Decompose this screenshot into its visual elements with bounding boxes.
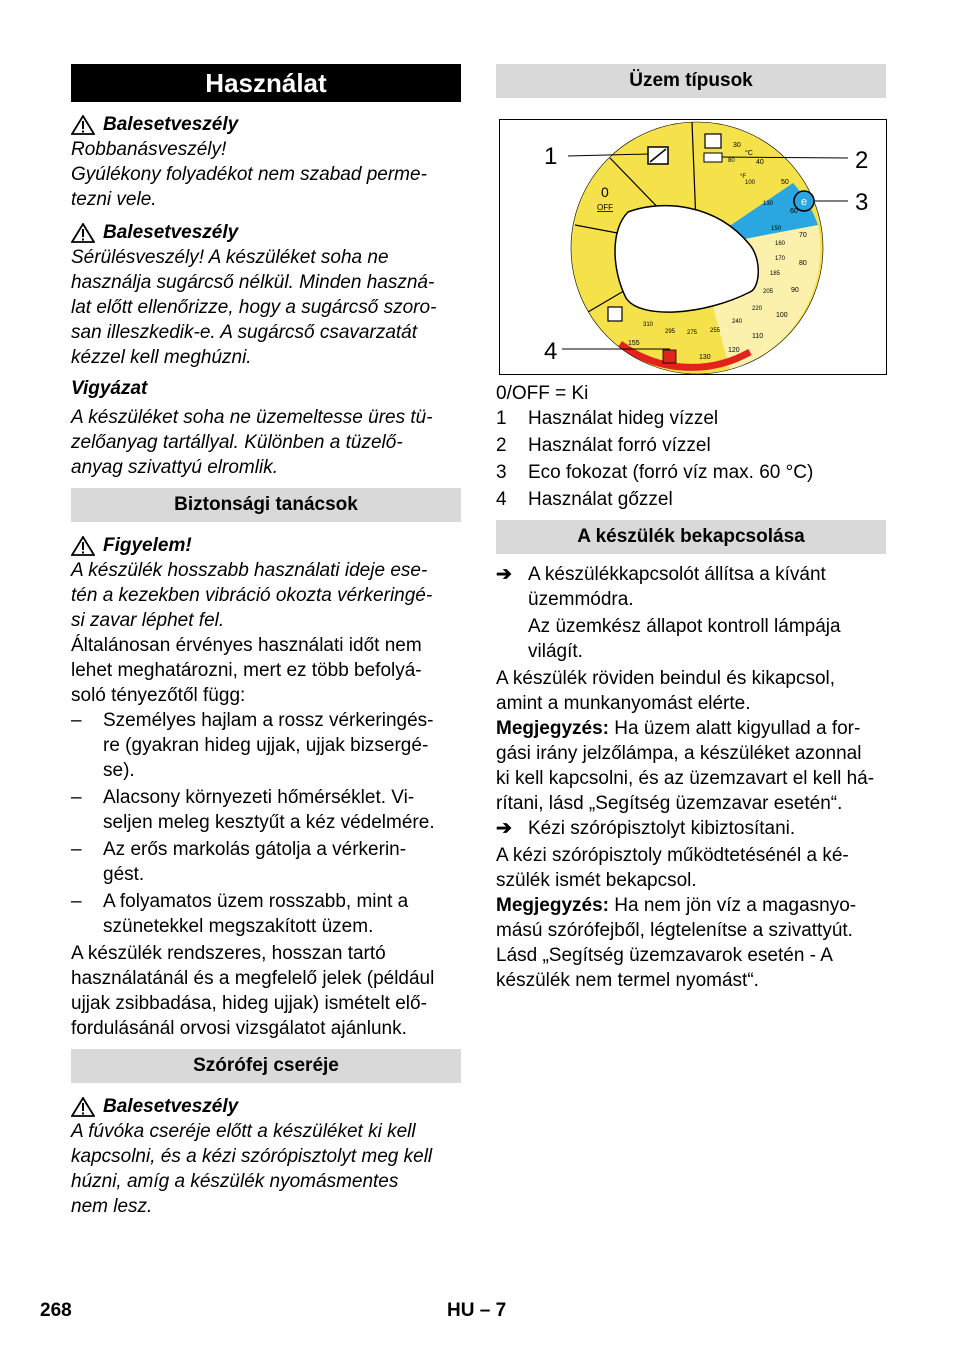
fahrenheit-tick: 240 bbox=[732, 319, 743, 325]
zero-label: 0 bbox=[601, 184, 609, 200]
dash-marker: – bbox=[71, 787, 82, 808]
note-line: Lásd „Segítség üzemzavarok esetén - A bbox=[496, 945, 833, 966]
note-text: Ha nem jön víz a magasnyo- bbox=[608, 895, 857, 916]
list-item-line: Az erős markolás gátolja a vérkerin- bbox=[103, 839, 407, 860]
para-line: amint a munkanyomást elérte. bbox=[496, 693, 751, 714]
section-heading-safety: Biztonsági tanácsok bbox=[71, 488, 461, 522]
fahrenheit-tick: 185 bbox=[770, 271, 781, 277]
callout-3: 3 bbox=[855, 189, 869, 216]
celsius-tick: 110 bbox=[752, 333, 764, 340]
attention-heading bbox=[71, 533, 461, 558]
warning-text-line: kapcsolni, és a kézi szórópisztolyt meg kell bbox=[71, 1146, 433, 1167]
attention-text-line: tén a kezekben vibráció okozta vérkeringé- bbox=[71, 585, 433, 606]
instruction-step bbox=[496, 816, 886, 841]
warning-triangle-icon bbox=[71, 223, 95, 243]
fahrenheit-tick: 255 bbox=[710, 328, 721, 334]
mode-item bbox=[496, 459, 886, 486]
mode-text: Használat gőzzel bbox=[528, 489, 673, 510]
step-line: Kézi szórópisztolyt kibiztosítani. bbox=[528, 818, 796, 839]
celsius-tick: 40 bbox=[756, 159, 764, 166]
regular-text-line: ujjak zsibbadása, hideg ujjak) ismételt elő- bbox=[71, 993, 427, 1014]
fahrenheit-tick: 100 bbox=[745, 180, 756, 186]
dash-marker: – bbox=[71, 891, 82, 912]
list-item bbox=[71, 889, 461, 939]
section-title: Használat bbox=[71, 64, 461, 102]
fahrenheit-tick: 80 bbox=[728, 158, 735, 164]
warning-heading bbox=[71, 220, 461, 245]
caution-text-line: zelőanyag tartállyal. Különben a tüzelő- bbox=[71, 432, 403, 453]
mode-number: 1 bbox=[496, 408, 507, 429]
note-line: mású szórófejből, légtelenítse a szivattyút. bbox=[496, 920, 853, 941]
general-text-line: lehet meghatározni, mert ez több befolyá- bbox=[71, 660, 422, 681]
mode-number: 2 bbox=[496, 435, 507, 456]
hot-water-icon bbox=[705, 134, 721, 148]
right-column bbox=[496, 64, 886, 993]
celsius-tick: 120 bbox=[728, 347, 740, 354]
step-line: üzemmódra. bbox=[528, 589, 634, 610]
note-label: Megjegyzés: bbox=[496, 895, 609, 916]
celsius-tick: 50 bbox=[781, 179, 789, 186]
note-line: rítani, lásd „Segítség üzemzavar esetén“. bbox=[496, 793, 843, 814]
warning-heading bbox=[71, 1094, 461, 1119]
dash-marker: – bbox=[71, 710, 82, 731]
warning-text-line: Robbanásveszély! bbox=[71, 139, 227, 160]
list-item-line: Személyes hajlam a rossz vérkeringés- bbox=[103, 710, 434, 731]
hot-water-small-icon bbox=[704, 153, 722, 162]
para-line: A kézi szórópisztoly működtetésénél a ké- bbox=[496, 845, 849, 866]
mode-item bbox=[496, 405, 886, 432]
off-definition: 0/OFF = Ki bbox=[496, 383, 589, 404]
warning-heading bbox=[71, 112, 461, 137]
celsius-tick: 155 bbox=[628, 340, 640, 347]
attention-text-line: si zavar léphet fel. bbox=[71, 610, 225, 631]
list-item bbox=[71, 837, 461, 887]
page-number: 268 bbox=[40, 1300, 72, 1321]
list-item bbox=[71, 708, 461, 783]
fahrenheit-tick: 160 bbox=[775, 241, 786, 247]
warning-text-line: húzni, amíg a készülék nyomásmentes bbox=[71, 1171, 399, 1192]
left-column bbox=[71, 64, 461, 1219]
celsius-tick: 100 bbox=[776, 312, 788, 319]
step-note-line: Az üzemkész állapot kontroll lámpája bbox=[528, 616, 841, 637]
fahrenheit-tick: 170 bbox=[775, 256, 786, 262]
step-note-line: világít. bbox=[528, 641, 583, 662]
off-label: OFF bbox=[597, 203, 613, 212]
warning-text-line: tezni vele. bbox=[71, 189, 157, 210]
warning-triangle-icon bbox=[71, 115, 95, 135]
eco-label: e bbox=[800, 196, 808, 208]
caution-text-line: anyag szivattyú elromlik. bbox=[71, 457, 278, 478]
warning-title: Balesetveszély bbox=[103, 1096, 239, 1117]
dash-marker: – bbox=[71, 839, 82, 860]
warning-title: Balesetveszély bbox=[103, 114, 239, 135]
unit-fahrenheit: °F bbox=[740, 174, 747, 180]
arrow-icon: ➔ bbox=[496, 564, 512, 585]
warning-triangle-icon bbox=[71, 536, 95, 556]
celsius-tick: 130 bbox=[699, 354, 711, 361]
fahrenheit-tick: 205 bbox=[763, 289, 774, 295]
mode-number: 3 bbox=[496, 462, 507, 483]
general-text-line: soló tényezőtől függ: bbox=[71, 685, 246, 706]
celsius-tick: 90 bbox=[791, 287, 799, 294]
unit-celsius: °C bbox=[745, 150, 753, 157]
para-line: szülék ismét bekapcsol. bbox=[496, 870, 697, 891]
list-item-line: se). bbox=[103, 760, 135, 781]
fuel-icon bbox=[608, 307, 622, 321]
celsius-tick: 60 bbox=[790, 208, 798, 215]
section-heading-nozzle: Szórófej cseréje bbox=[71, 1049, 461, 1083]
list-item-line: re (gyakran hideg ujjak, ujjak bizsergé- bbox=[103, 735, 429, 756]
regular-text-line: fordulásánál orvosi vizsgálatot ajánlunk. bbox=[71, 1018, 407, 1039]
regular-text-line: használatánál és a megfelelő jelek (például bbox=[71, 968, 435, 989]
warning-text-line: lat előtt ellenőrizze, hogy a sugárcső szoro- bbox=[71, 297, 437, 318]
callout-1: 1 bbox=[544, 143, 558, 170]
warning-text-line: kézzel kell meghúzni. bbox=[71, 347, 252, 368]
list-item-line: gést. bbox=[103, 864, 145, 885]
warning-text-line: nem lesz. bbox=[71, 1196, 153, 1217]
callout-2: 2 bbox=[855, 147, 869, 174]
steam-icon bbox=[663, 350, 676, 363]
note-line: ki kell kapcsolni, és az üzemzavart el kell há- bbox=[496, 768, 875, 789]
mode-text: Használat hideg vízzel bbox=[528, 408, 719, 429]
warning-text-line: Sérülésveszély! A készüléket soha ne bbox=[71, 247, 389, 268]
note-line bbox=[496, 893, 886, 918]
step-line: A készülékkapcsolót állítsa a kívánt bbox=[528, 564, 826, 585]
regular-text-line: A készülék rendszeres, hosszan tartó bbox=[71, 943, 386, 964]
fahrenheit-tick: 150 bbox=[771, 226, 782, 232]
note-line: gási irány jelzőlámpa, a készüléket azonnal bbox=[496, 743, 862, 764]
callout-4: 4 bbox=[544, 338, 558, 365]
list-item-line: seljen meleg kesztyűt a kéz védelmére. bbox=[103, 812, 435, 833]
fahrenheit-tick: 295 bbox=[665, 329, 676, 335]
warning-text-line: Gyúlékony folyadékot nem szabad perme- bbox=[71, 164, 427, 185]
para-line: A készülék röviden beindul és kikapcsol, bbox=[496, 668, 836, 689]
warning-text-line: A fúvóka cseréje előtt a készüléket ki kell bbox=[71, 1121, 416, 1142]
note-label: Megjegyzés: bbox=[496, 718, 609, 739]
arrow-icon: ➔ bbox=[496, 818, 512, 839]
mode-number: 4 bbox=[496, 489, 507, 510]
celsius-tick: 30 bbox=[733, 142, 741, 149]
mode-text: Használat forró vízzel bbox=[528, 435, 711, 456]
list-item-line: A folyamatos üzem rosszabb, mint a bbox=[103, 891, 409, 912]
warning-text-line: san illeszkedik-e. A sugárcső csavarzatát bbox=[71, 322, 418, 343]
warning-triangle-icon bbox=[71, 1097, 95, 1117]
note-line bbox=[496, 716, 886, 741]
section-heading-modes: Üzem típusok bbox=[496, 64, 886, 98]
caution-text-line: A készüléket soha ne üzemeltesse üres tü- bbox=[71, 407, 433, 428]
celsius-tick: 80 bbox=[799, 260, 807, 267]
fahrenheit-tick: 130 bbox=[763, 201, 774, 207]
list-item-line: szünetekkel megszakított üzem. bbox=[103, 916, 374, 937]
mode-item bbox=[496, 432, 886, 459]
mode-item bbox=[496, 486, 886, 513]
attention-text-line: A készülék hosszabb használati ideje ese- bbox=[71, 560, 428, 581]
section-heading-switch-on: A készülék bekapcsolása bbox=[496, 520, 886, 554]
list-item-line: Alacsony környezeti hőmérséklet. Vi- bbox=[103, 787, 415, 808]
mode-dial-figure bbox=[499, 119, 887, 375]
fahrenheit-tick: 275 bbox=[687, 330, 698, 336]
warning-title: Balesetveszély bbox=[103, 222, 239, 243]
attention-title: Figyelem! bbox=[103, 535, 192, 556]
note-text: Ha üzem alatt kigyullad a for- bbox=[608, 718, 861, 739]
note-line: készülék nem termel nyomást“. bbox=[496, 970, 759, 991]
general-text-line: Általánosan érvényes használati időt nem bbox=[71, 635, 422, 656]
mode-text: Eco fokozat (forró víz max. 60 °C) bbox=[528, 462, 814, 483]
caution-title: Vigyázat bbox=[71, 378, 148, 399]
instruction-step bbox=[496, 562, 886, 612]
warning-text-line: használja sugárcső nélkül. Minden haszná- bbox=[71, 272, 435, 293]
fahrenheit-tick: 220 bbox=[752, 306, 763, 312]
fahrenheit-tick: 310 bbox=[643, 322, 654, 328]
language-page-number: HU – 7 bbox=[447, 1300, 507, 1321]
list-item bbox=[71, 785, 461, 835]
celsius-tick: 70 bbox=[799, 232, 807, 239]
